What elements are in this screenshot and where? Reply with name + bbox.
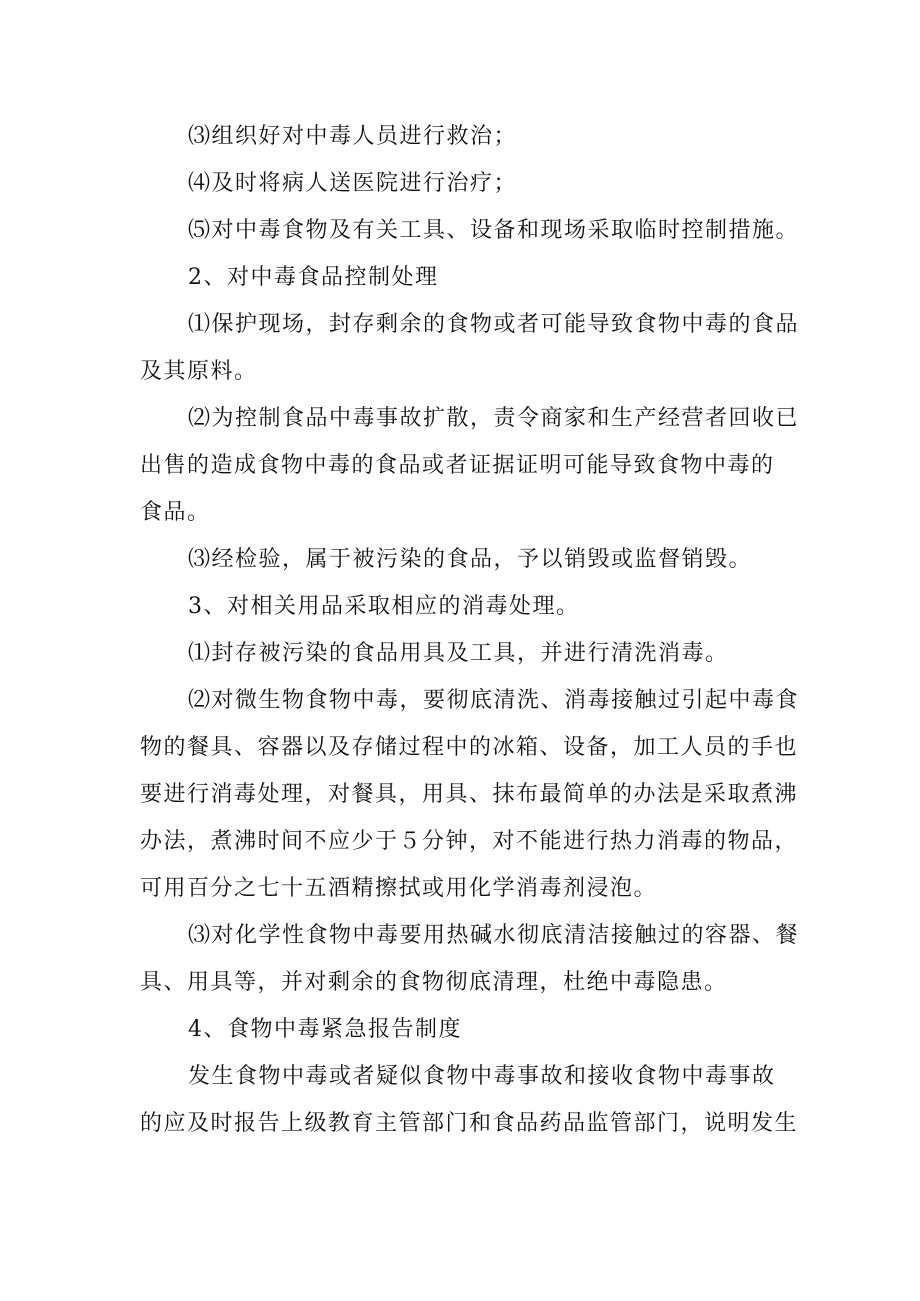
paragraph <box>140 160 800 207</box>
paragraph <box>140 912 800 1006</box>
text-line: ⑶对化学性食物中毒要用热碱水彻底清洁接触过的容器、餐 <box>188 923 800 948</box>
text-line: ⑶经检验，属于被污染的食品，予以销毁或监督销毁。 <box>188 547 753 572</box>
text-line: 出售的造成食物中毒的食品或者证据证明可能导致食物中毒的 <box>140 453 775 478</box>
text-line: ⑴保护现场，封存剩余的食物或者可能导致食物中毒的食品 <box>188 312 800 337</box>
paragraph <box>140 1006 800 1053</box>
paragraph <box>140 113 800 160</box>
text-line: 可用百分之七十五酒精擦拭或用化学消毒剂浸泡。 <box>140 876 658 901</box>
paragraph <box>140 536 800 583</box>
text-line: ⑸对中毒食物及有关工具、设备和现场采取临时控制措施。 <box>188 218 800 243</box>
text-line: 要进行消毒处理，对餐具，用具、抹布最简单的办法是采取煮沸 <box>140 782 799 807</box>
paragraph <box>140 254 800 301</box>
text-line: ⑵为控制食品中毒事故扩散，责令商家和生产经营者回收已 <box>188 406 800 431</box>
paragraph <box>140 677 800 912</box>
text-line: 4、食物中毒紧急报告制度 <box>188 1017 462 1042</box>
text-line: 食品。 <box>140 500 211 525</box>
text-line: 具、用具等，并对剩余的食物彻底清理，杜绝中毒隐患。 <box>140 970 728 995</box>
document-body <box>140 113 800 1147</box>
paragraph <box>140 1053 800 1147</box>
paragraph <box>140 630 800 677</box>
paragraph <box>140 207 800 254</box>
paragraph <box>140 301 800 395</box>
text-line: 2、对中毒食品控制处理 <box>188 265 439 290</box>
paragraph <box>140 583 800 630</box>
text-line: ⑶组织好对中毒人员进行救治； <box>188 124 518 149</box>
text-line: ⑵对微生物食物中毒，要彻底清洗、消毒接触过引起中毒食 <box>188 688 800 713</box>
text-line: 的应及时报告上级教育主管部门和食品药品监管部门，说明发生 <box>140 1111 799 1136</box>
text-line: 物的餐具、容器以及存储过程中的冰箱、设备，加工人员的手也 <box>140 735 799 760</box>
text-line: ⑴封存被污染的食品用具及工具，并进行清洗消毒。 <box>188 641 729 666</box>
text-line: 办法，煮沸时间不应少于５分钟，对不能进行热力消毒的物品， <box>140 829 799 854</box>
paragraph <box>140 395 800 536</box>
text-line: 3、对相关用品采取相应的消毒处理。 <box>188 594 580 619</box>
text-line: 及其原料。 <box>140 359 258 384</box>
text-line: ⑷及时将病人送医院进行治疗； <box>188 171 518 196</box>
text-line: 发生食物中毒或者疑似食物中毒事故和接收食物中毒事故 <box>188 1064 776 1089</box>
